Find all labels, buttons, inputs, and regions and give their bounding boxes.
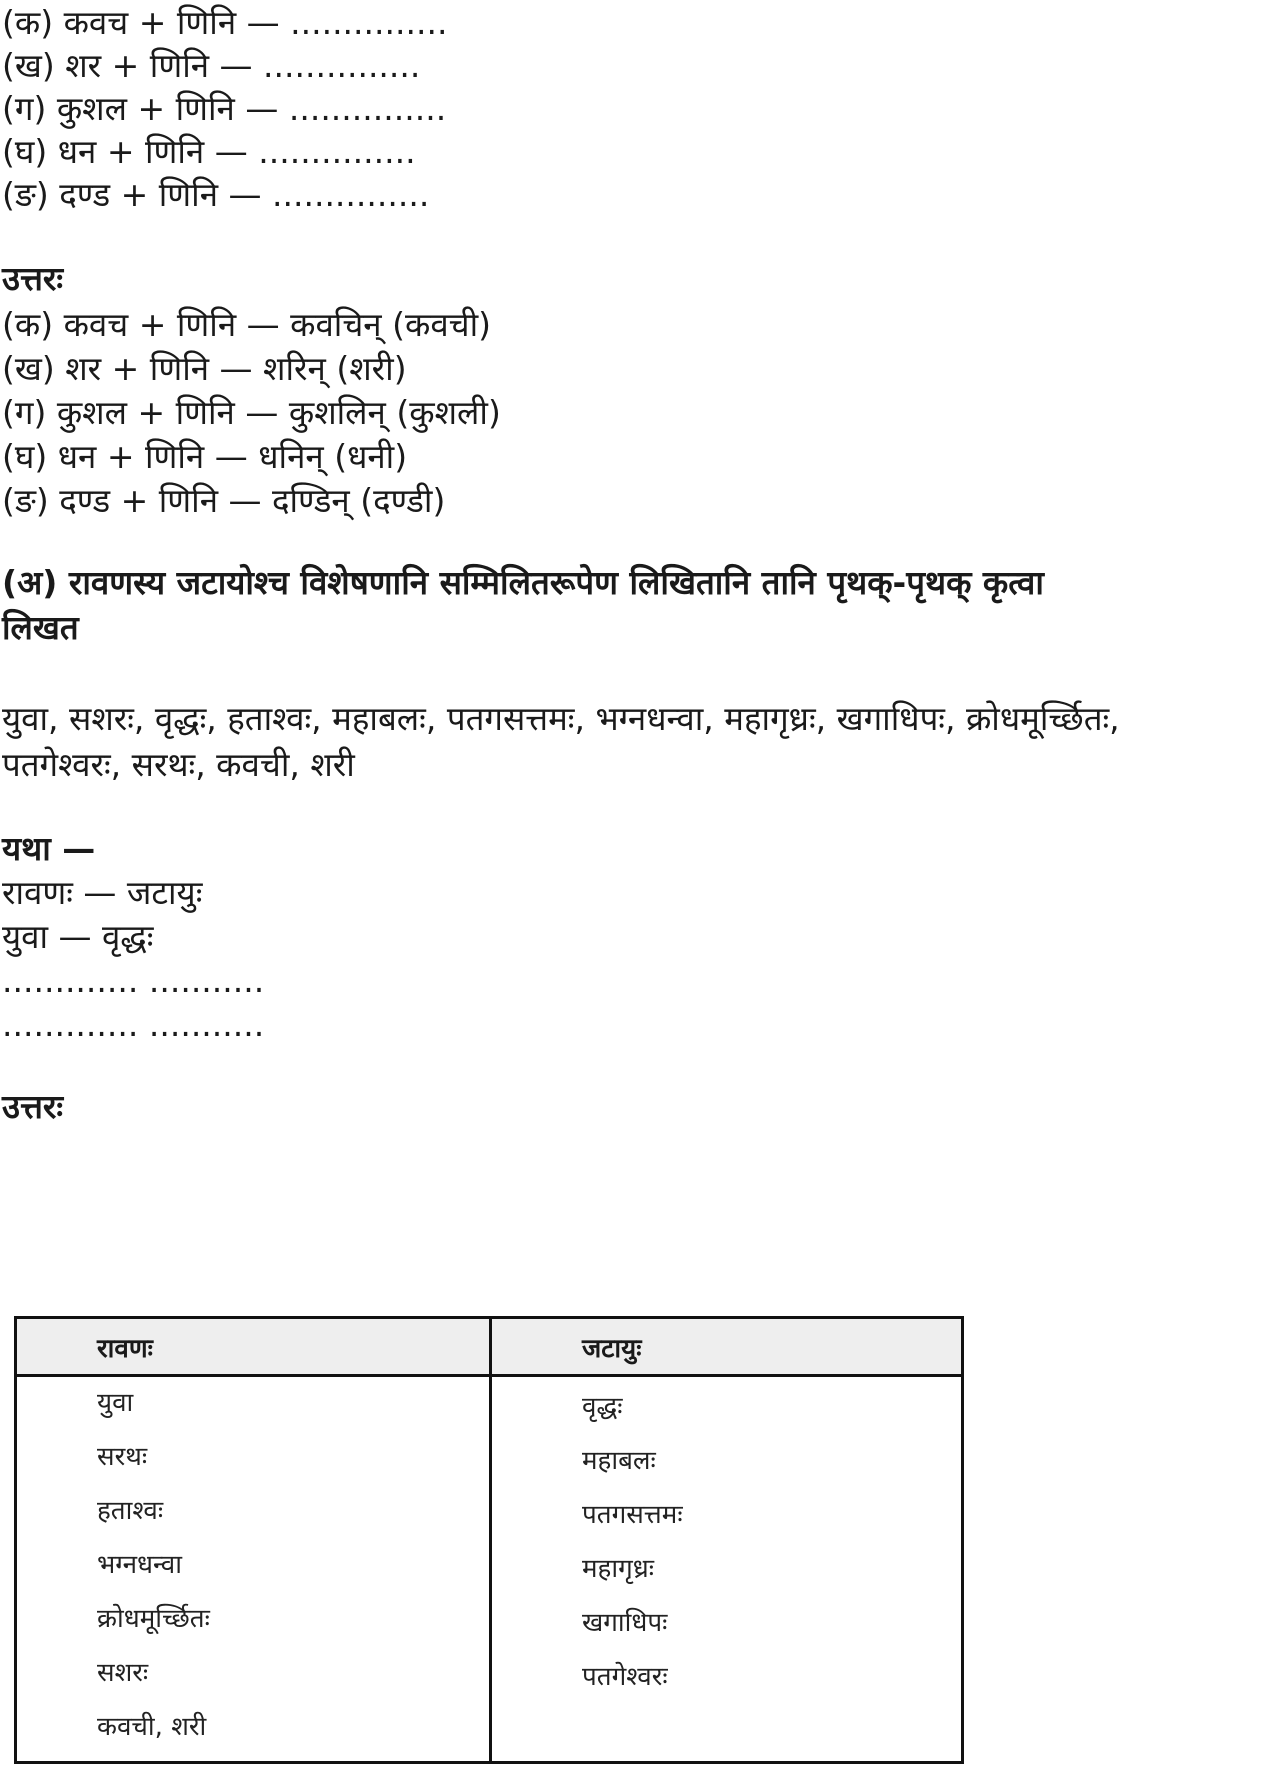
example-line-1: रावणः — जटायुः — [2, 873, 203, 912]
exercise-line-2: (ख) शर + णिनि — ............... — [2, 46, 421, 85]
answer-line-3: (ग) कुशल + णिनि — कुशलिन् (कुशली) — [2, 393, 501, 432]
table-cell-right: खगाधिपः — [582, 1608, 668, 1638]
answer-line-1: (क) कवच + णिनि — कवचिन् (कवची) — [2, 305, 492, 344]
example-label: यथा — — [2, 829, 96, 868]
table-cell-left: युवा — [97, 1388, 134, 1418]
answer-label-1: उत्तरः — [2, 259, 64, 298]
table-cell-left: सरथः — [97, 1442, 148, 1472]
table-cell-right: महाबलः — [582, 1446, 656, 1476]
example-line-2: युवा — वृद्धः — [2, 917, 154, 956]
table-cell-right: पतगेश्वरः — [582, 1662, 668, 1692]
table-header-jatayu: जटायुः — [582, 1334, 642, 1364]
answer-line-2: (ख) शर + णिनि — शरिन् (शरी) — [2, 349, 407, 388]
exercise-line-4: (घ) धन + णिनि — ............... — [2, 132, 416, 171]
example-blank-1: ............. ........... — [2, 961, 265, 1000]
word-list-line-2: पतगेश्वरः, सरथः, कवची, शरी — [2, 745, 355, 784]
table-cell-left: भग्नधन्वा — [97, 1550, 182, 1580]
table-column-divider — [489, 1319, 492, 1761]
table-cell-left: सशरः — [97, 1658, 149, 1688]
exercise-line-3: (ग) कुशल + णिनि — ............... — [2, 89, 447, 128]
question-heading-line-2: लिखत — [2, 608, 79, 647]
answer-label-2: उत्तरः — [2, 1087, 64, 1126]
table-cell-right: पतगसत्तमः — [582, 1500, 683, 1530]
table-header-ravana: रावणः — [97, 1334, 153, 1364]
question-heading-line-1: (अ) रावणस्य जटायोश्च विशेषणानि सम्मिलितरूपेण लिखितानि तानि पृथक्-पृथक् कृत्वा — [2, 563, 1044, 602]
answer-table — [14, 1316, 964, 1764]
table-cell-left: कवची, शरी — [97, 1712, 207, 1742]
table-cell-left: हताश्वः — [97, 1496, 164, 1526]
word-list-line-1: युवा, सशरः, वृद्धः, हताश्वः, महाबलः, पतगसत्तमः, भग्नधन्वा, महागृध्रः, खगाधिपः, क्रोधमूर्च्छितः, — [2, 699, 1120, 738]
example-blank-2: ............. ........... — [2, 1005, 265, 1044]
table-cell-left: क्रोधमूर्च्छितः — [97, 1604, 210, 1634]
table-cell-right: वृद्धः — [582, 1392, 623, 1422]
answer-line-4: (घ) धन + णिनि — धनिन् (धनी) — [2, 437, 408, 476]
table-cell-right: महागृध्रः — [582, 1554, 654, 1584]
answer-line-5: (ङ) दण्ड + णिनि — दण्डिन् (दण्डी) — [2, 481, 446, 520]
exercise-line-5: (ङ) दण्ड + णिनि — ............... — [2, 175, 430, 214]
exercise-line-1: (क) कवच + णिनि — ............... — [2, 3, 448, 42]
